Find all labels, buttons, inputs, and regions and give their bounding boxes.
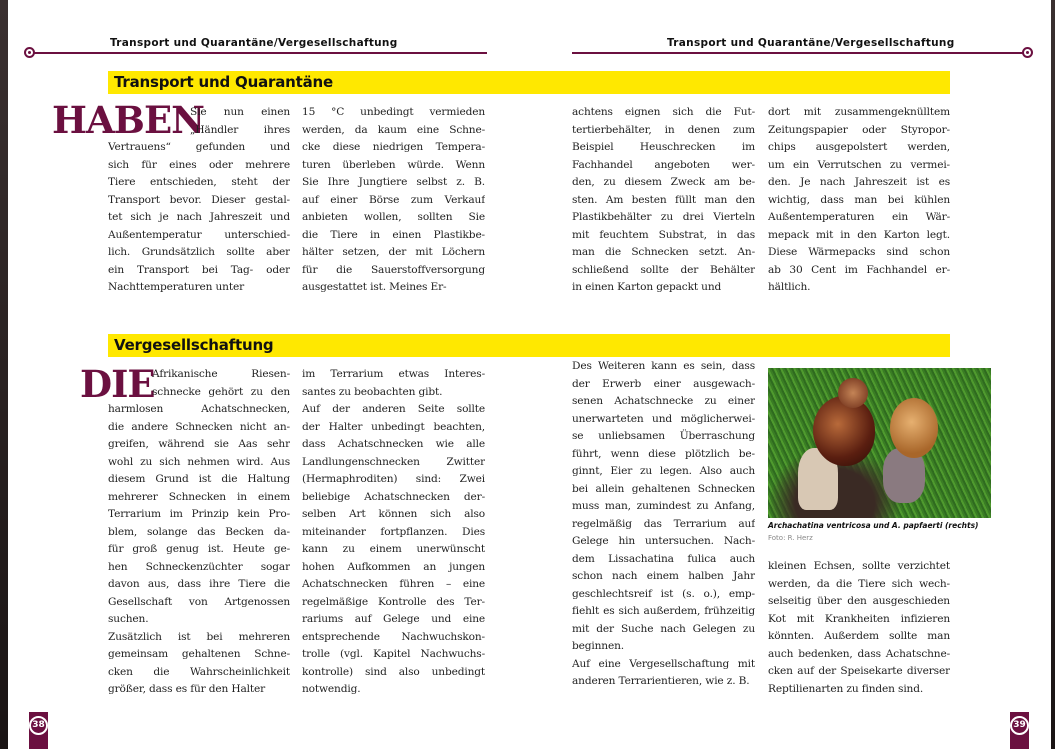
text-line: Sie Ihre Jungtiere selbst z. B. (302, 176, 485, 188)
text-line: hen Schneckenzüchter sogar (108, 560, 290, 573)
text-line: rariums auf Gelege und eine (302, 613, 485, 625)
text-column (572, 104, 755, 297)
text-line: chips ausgepolstert werden, (768, 141, 950, 153)
bullet-icon (24, 47, 35, 58)
text-line: cke diese niedrigen Tempera- (302, 141, 485, 153)
text-line: schließend sollte der Behälter (572, 263, 755, 276)
text-line: dem Lissachatina fulica auch (572, 552, 755, 565)
text-line: miteinander fortpflanzen. Dies (302, 525, 485, 538)
text-column (302, 366, 485, 699)
text-line: in einen Karton gepackt und (572, 281, 722, 293)
text-line: diesem Grund ist die Haltung (108, 473, 290, 485)
page-number-left (29, 712, 48, 749)
snail-photo (768, 368, 991, 518)
text-line: cken die Wahrscheinlichkeit (108, 665, 290, 678)
header-rule-right (572, 52, 1024, 54)
drop-cap: HABEN (52, 98, 204, 142)
text-line: größer, dass es für den Halter (108, 683, 266, 695)
text-line: Plastikbehälter zu drei Vierteln (572, 211, 755, 223)
header-rule-left (34, 52, 487, 54)
page-edge-right (1051, 0, 1055, 749)
text-column (108, 366, 290, 699)
section-heading-vergesellschaftung: Vergesellschaftung (108, 334, 950, 357)
text-line: dass Achatschnecken wie alle (302, 438, 485, 450)
text-line: cken auf der Speisekarte diverser (768, 665, 950, 677)
text-line: auch bedenken, dass Achatschne- (768, 647, 950, 660)
text-line: kontrolle) sind also unbedingt (302, 665, 485, 678)
text-line: geschlechtsreif ist (s. o.), emp- (572, 587, 755, 600)
text-line: Fachhandel angeboten wer- (572, 158, 755, 171)
text-line: Des Weiteren kann es sein, dass (572, 360, 755, 372)
text-line: wohl zu sich nehmen wird. Aus (108, 455, 290, 468)
text-line: Außentemperaturen ein Wär- (768, 211, 950, 223)
text-line: die andere Schnecken nicht an- (108, 420, 290, 433)
text-column (108, 104, 290, 297)
text-line: santes zu beobachten gibt. (302, 385, 443, 398)
text-line: hälter setzen, der mit Löchern (302, 246, 485, 258)
text-line: sten. Am besten füllt man den (572, 193, 755, 206)
text-line: Beispiel Heuschrecken im (572, 141, 755, 153)
text-line: (Hermaphroditen) sind: Zwei (302, 473, 485, 485)
text-line: mit der Suche nach Gelegen zu (572, 622, 755, 635)
text-line: Diese Wärmepacks sind schon (768, 246, 950, 258)
text-line: anbieten wollen, sollten Sie (302, 211, 485, 223)
text-line: Nachttemperaturen unter (108, 281, 244, 293)
text-line: tertierbehälter, in denen zum (572, 123, 755, 136)
text-line: greifen, während sie Aas sehr (108, 438, 290, 450)
text-line: Zusätzlich ist bei mehreren (108, 630, 290, 643)
text-line: Transport bevor. Dieser gestal- (108, 193, 290, 206)
text-column (302, 104, 485, 297)
text-line: den, zu diesem Zweck am be- (572, 176, 755, 188)
text-column (768, 558, 950, 698)
page-number-right (1010, 712, 1029, 749)
text-line: anderen Terrarientieren, wie z. B. (572, 675, 750, 687)
text-line: man die Schnecken setzt. An- (572, 246, 755, 258)
text-line: muss man, zumindest zu Anfang, (572, 500, 755, 512)
text-line: regelmäßig das Terrarium auf (572, 517, 755, 530)
text-line: kann zu einem unerwünscht (302, 543, 485, 555)
text-line: Außentemperatur unterschied- (108, 228, 290, 241)
text-line: Gesellschaft von Artgenossen (108, 595, 290, 608)
photo-caption: Archachatina ventricosa und A. papfaerti (rechts) (768, 521, 979, 530)
text-line: achtens eignen sich die Fut- (572, 106, 755, 118)
text-line: selseitig über den ausgeschieden (768, 595, 950, 607)
text-line: senen Achatschnecke zu einer (572, 395, 755, 407)
text-line: beginnen. (572, 640, 624, 652)
text-line: werden, da die Tiere sich wech- (768, 577, 950, 590)
text-line: den. Je nach Jahreszeit ist es (768, 176, 950, 188)
text-line: Reptilienarten zu finden sind. (768, 682, 924, 695)
text-line: „Händler ihres (190, 123, 290, 136)
text-line: Kot mit Krankheiten infizieren (768, 612, 950, 625)
text-line: bei allein gehaltenen Schnecken (572, 482, 755, 495)
text-line: unerwarteten und möglicherwei- (572, 412, 755, 425)
text-line: tet sich je nach Jahreszeit und (108, 211, 290, 223)
text-line: blem, solange das Becken da- (108, 525, 290, 538)
text-line: Terrarium im Prinzip kein Pro- (108, 508, 290, 520)
text-line: selben Art können sich also (302, 508, 485, 520)
text-line: Landlungenschnecken Zwitter (302, 455, 485, 468)
text-line: mehrerer Schnecken in einem (108, 490, 290, 503)
text-line: mit feuchtem Substrat, in das (572, 228, 755, 241)
text-line: 15 °C unbedingt vermieden (302, 106, 485, 118)
text-line: Afrikanische Riesen- (152, 368, 290, 380)
text-line: Sie nun einen (190, 106, 290, 118)
running-header-left: Transport und Quarantäne/Vergesellschaftung (110, 37, 398, 49)
text-line: Gelege hin untersuchen. Nach- (572, 535, 755, 547)
text-line: entsprechende Nachwuchskon- (302, 630, 485, 643)
text-line: Zeitungspapier oder Styropor- (768, 123, 950, 136)
text-line: schon nach einem halben Jahr (572, 570, 755, 582)
section-heading-transport: Transport und Quarantäne (108, 71, 950, 94)
text-line: Achatschnecken führen – eine (302, 578, 485, 590)
text-line: führt, wenn diese plötzlich be- (572, 447, 755, 460)
text-line: könnten. Außerdem sollte man (768, 630, 950, 642)
text-line: se unliebsamen Überraschung (572, 430, 755, 442)
text-line: hältlich. (768, 281, 811, 293)
text-line: für die Sauerstoffversorgung (302, 263, 485, 276)
page-number-text: 39 (1010, 716, 1029, 735)
text-line: ginnt, Eier zu legen. Also auch (572, 465, 755, 477)
running-header-right: Transport und Quarantäne/Vergesellschaftung (667, 37, 955, 49)
text-line: lich. Grundsätzlich sollte aber (108, 246, 290, 258)
text-line: mepack mit in den Karton legt. (768, 228, 950, 241)
text-line: die Tiere in einen Plastikbe- (302, 228, 485, 241)
text-line: fiehlt es sich außerdem, frühzeitig (572, 605, 755, 617)
drop-cap: DIE (80, 362, 155, 406)
text-line: beliebige Achatschnecken der- (302, 490, 485, 503)
text-line: auf einer Börse zum Verkauf (302, 193, 485, 206)
text-line: turen überleben würde. Wenn (302, 158, 485, 171)
page-edge-left (0, 0, 8, 749)
text-line: um ein Verrutschen zu vermei- (768, 158, 950, 171)
text-line: im Terrarium etwas Interes- (302, 368, 485, 380)
text-line: ab 30 Cent im Fachhandel er- (768, 263, 950, 276)
text-line: Vertrauens“ gefunden und (108, 141, 290, 153)
bullet-icon (1022, 47, 1033, 58)
text-line: dort mit zusammengeknülltem (768, 106, 950, 118)
text-line: schnecke gehört zu den (152, 385, 290, 398)
text-line: kleinen Echsen, sollte verzichtet (768, 560, 950, 572)
text-line: ein Transport bei Tag- oder (108, 263, 290, 276)
text-line: hohen Aufkommen an jungen (302, 560, 485, 573)
text-line: notwendig. (302, 683, 361, 695)
page-number-text: 38 (29, 716, 48, 735)
text-line: ausgestattet ist. Meines Er- (302, 281, 447, 293)
text-line: werden, da kaum eine Schne- (302, 123, 485, 136)
text-line: wichtig, dass man bei kühlen (768, 193, 950, 206)
text-line: regelmäßige Kontrolle des Ter- (302, 595, 485, 608)
text-column (768, 104, 950, 297)
text-line: davon aus, dass ihre Tiere die (108, 578, 290, 590)
text-line: Auf der anderen Seite sollte (302, 403, 485, 415)
text-line: trolle (vgl. Kapitel Nachwuchs- (302, 648, 485, 660)
text-line: Tiere entschieden, steht der (108, 176, 290, 188)
text-column (572, 358, 755, 691)
text-line: sich für eines oder mehrere (108, 158, 290, 171)
text-line: suchen. (108, 613, 149, 625)
text-line: Auf eine Vergesellschaftung mit (572, 657, 755, 670)
text-line: gemeinsam gehaltenen Schne- (108, 648, 290, 660)
text-line: für groß genug ist. Heute ge- (108, 543, 290, 555)
text-line: der Halter unbedingt beachten, (302, 420, 485, 433)
photo-credit: Foto: R. Herz (768, 534, 813, 542)
text-line: der Erwerb einer ausgewach- (572, 377, 755, 390)
text-line: harmlosen Achatschnecken, (108, 403, 290, 415)
